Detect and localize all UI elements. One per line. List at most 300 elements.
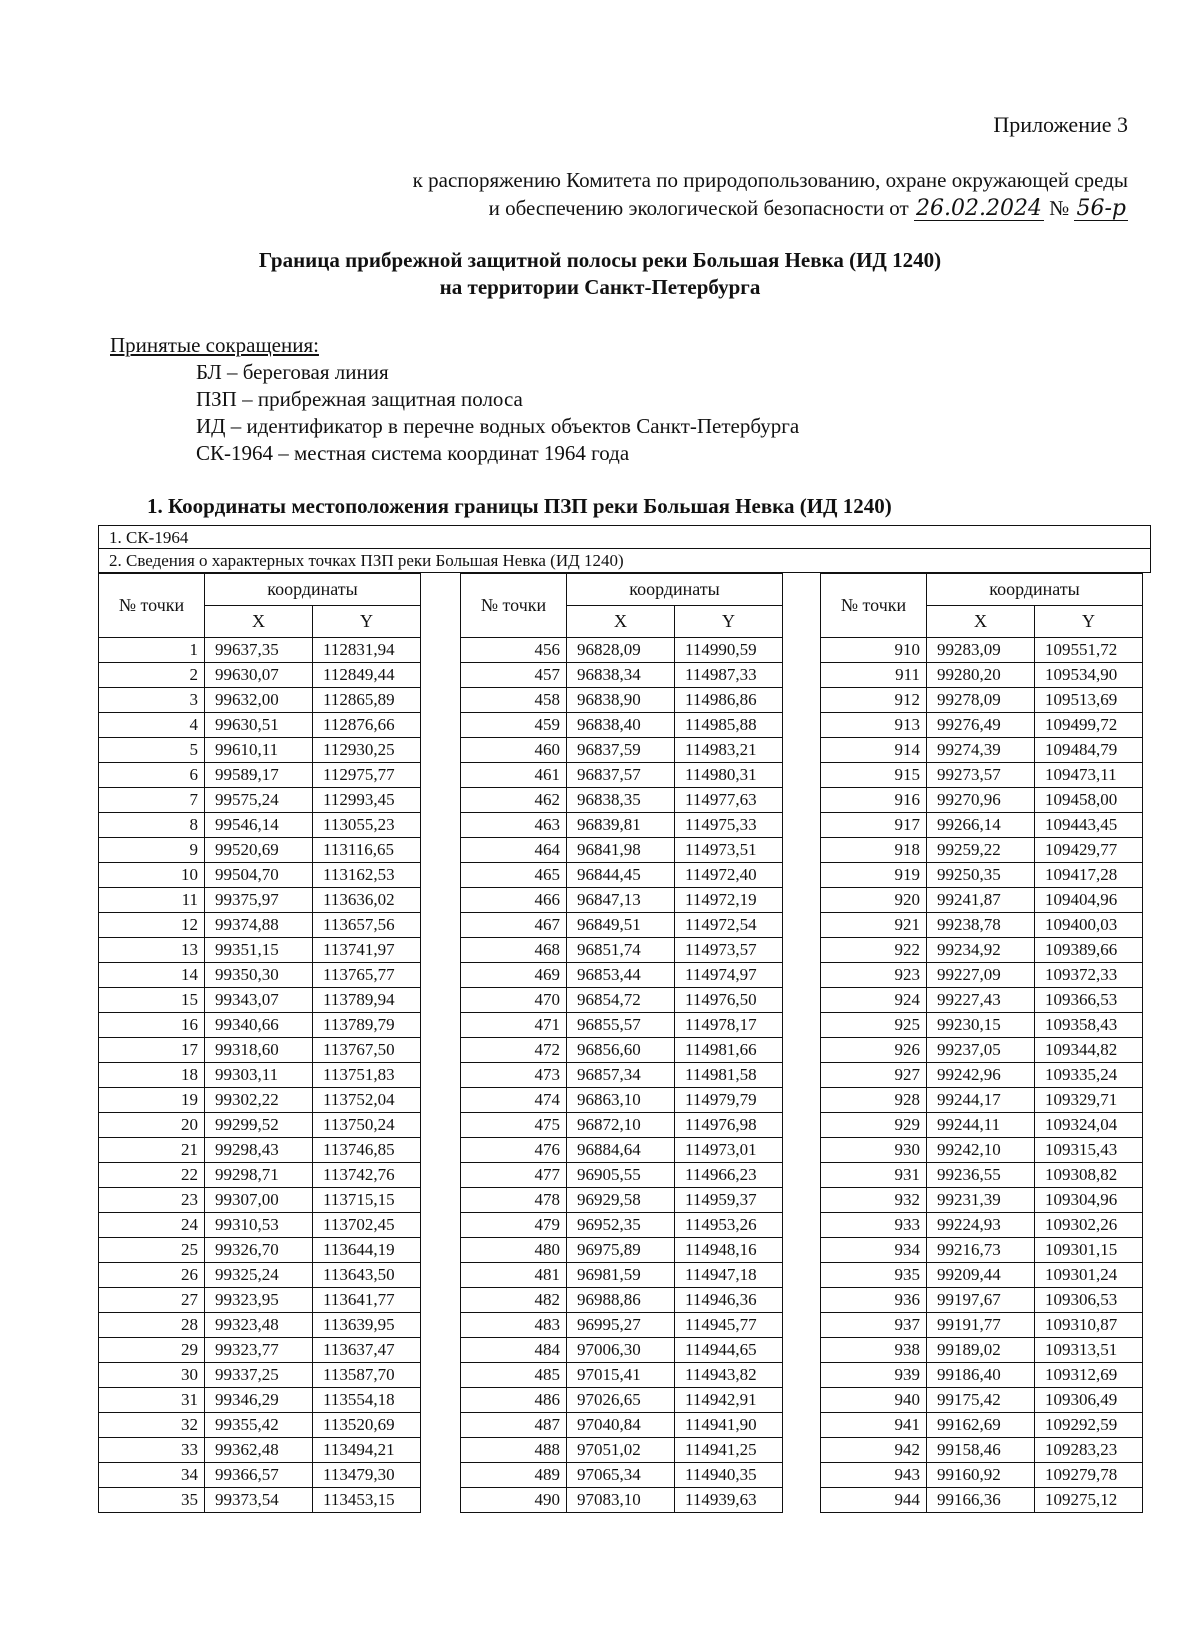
x-coordinate-cell: 96884,64 [567, 1138, 675, 1163]
point-number-cell: 944 [821, 1488, 927, 1513]
table-row [99, 1238, 421, 1263]
point-number-cell: 30 [99, 1363, 205, 1388]
table-row [821, 1113, 1143, 1138]
x-coordinate-cell: 99366,57 [205, 1463, 313, 1488]
table-row [821, 938, 1143, 963]
point-number-cell: 911 [821, 663, 927, 688]
x-coordinate-cell: 99504,70 [205, 863, 313, 888]
table-row [461, 1488, 783, 1513]
table-row [821, 663, 1143, 688]
y-coordinate-cell: 114981,66 [675, 1038, 783, 1063]
y-coordinate-cell: 113702,45 [313, 1213, 421, 1238]
x-coordinate-cell: 99299,52 [205, 1113, 313, 1138]
x-coordinate-cell: 99230,15 [927, 1013, 1035, 1038]
table-row [821, 1238, 1143, 1263]
table-row [99, 938, 421, 963]
y-coordinate-cell: 109389,66 [1035, 938, 1143, 963]
table-row [99, 688, 421, 713]
coordinates-header: координаты [927, 574, 1143, 606]
point-number-cell: 484 [461, 1338, 567, 1363]
y-coordinate-cell: 113750,24 [313, 1113, 421, 1138]
point-number-cell: 930 [821, 1138, 927, 1163]
y-coordinate-cell: 114972,19 [675, 888, 783, 913]
point-number-cell: 24 [99, 1213, 205, 1238]
y-coordinate-cell: 113752,04 [313, 1088, 421, 1113]
point-number-cell: 23 [99, 1188, 205, 1213]
table-row [461, 763, 783, 788]
table-row [821, 1438, 1143, 1463]
table-row [99, 1013, 421, 1038]
table-row [99, 1213, 421, 1238]
y-coordinate-cell: 114972,40 [675, 863, 783, 888]
table-row [99, 1288, 421, 1313]
table-row [821, 813, 1143, 838]
point-number-cell: 473 [461, 1063, 567, 1088]
y-coordinate-cell: 112831,94 [313, 638, 421, 663]
point-number-cell: 920 [821, 888, 927, 913]
abbreviations-heading: Принятые сокращения: [110, 333, 319, 357]
y-coordinate-cell: 114973,01 [675, 1138, 783, 1163]
y-coordinate-cell: 114983,21 [675, 738, 783, 763]
y-coordinate-cell: 113587,70 [313, 1363, 421, 1388]
y-coordinate-cell: 113789,94 [313, 988, 421, 1013]
table-row [461, 1263, 783, 1288]
point-number-cell: 33 [99, 1438, 205, 1463]
table-row [99, 1188, 421, 1213]
x-coordinate-cell: 99307,00 [205, 1188, 313, 1213]
table-row [99, 663, 421, 688]
table-row [461, 1088, 783, 1113]
y-coordinate-cell: 113644,19 [313, 1238, 421, 1263]
y-coordinate-cell: 109513,69 [1035, 688, 1143, 713]
x-coordinate-cell: 99242,96 [927, 1063, 1035, 1088]
point-number-cell: 1 [99, 638, 205, 663]
x-coordinate-cell: 99238,78 [927, 913, 1035, 938]
table-row [821, 688, 1143, 713]
y-coordinate-cell: 109308,82 [1035, 1163, 1143, 1188]
y-coordinate-cell: 113636,02 [313, 888, 421, 913]
x-coordinate-cell: 96837,57 [567, 763, 675, 788]
y-coordinate-cell: 112930,25 [313, 738, 421, 763]
x-coordinate-cell: 96844,45 [567, 863, 675, 888]
point-number-cell: 17 [99, 1038, 205, 1063]
point-number-cell: 472 [461, 1038, 567, 1063]
table-row [821, 838, 1143, 863]
x-coordinate-cell: 99166,36 [927, 1488, 1035, 1513]
x-coordinate-cell: 99175,42 [927, 1388, 1035, 1413]
x-coordinate-cell: 99298,71 [205, 1163, 313, 1188]
table-row [461, 1163, 783, 1188]
table-row [461, 888, 783, 913]
x-coordinate-cell: 99350,30 [205, 963, 313, 988]
y-coordinate-cell: 114945,77 [675, 1313, 783, 1338]
x-coordinate-cell: 96837,59 [567, 738, 675, 763]
table-row [461, 1113, 783, 1138]
x-coordinate-cell: 99323,48 [205, 1313, 313, 1338]
coordinates-header: координаты [205, 574, 421, 606]
y-header: Y [313, 606, 421, 638]
x-coordinate-cell: 99227,43 [927, 988, 1035, 1013]
point-number-cell: 488 [461, 1438, 567, 1463]
point-number-cell: 915 [821, 763, 927, 788]
x-coordinate-cell: 99310,53 [205, 1213, 313, 1238]
point-number-cell: 456 [461, 638, 567, 663]
x-coordinate-cell: 97006,30 [567, 1338, 675, 1363]
point-number-cell: 936 [821, 1288, 927, 1313]
table-info-header [98, 525, 1151, 573]
x-coordinate-cell: 99241,87 [927, 888, 1035, 913]
y-coordinate-cell: 114941,25 [675, 1438, 783, 1463]
table-row [99, 838, 421, 863]
table-row [99, 1463, 421, 1488]
x-coordinate-cell: 99575,24 [205, 788, 313, 813]
y-coordinate-cell: 114939,63 [675, 1488, 783, 1513]
point-number-cell: 29 [99, 1338, 205, 1363]
x-coordinate-cell: 99197,67 [927, 1288, 1035, 1313]
y-coordinate-cell: 109301,15 [1035, 1238, 1143, 1263]
table-row [99, 1163, 421, 1188]
y-coordinate-cell: 109473,11 [1035, 763, 1143, 788]
table-row [99, 1338, 421, 1363]
y-coordinate-cell: 113643,50 [313, 1263, 421, 1288]
table-row [461, 913, 783, 938]
y-coordinate-cell: 109306,49 [1035, 1388, 1143, 1413]
x-coordinate-cell: 96853,44 [567, 963, 675, 988]
y-coordinate-cell: 109443,45 [1035, 813, 1143, 838]
y-coordinate-cell: 113116,65 [313, 838, 421, 863]
x-coordinate-cell: 97026,65 [567, 1388, 675, 1413]
table-row [821, 1038, 1143, 1063]
point-number-cell: 475 [461, 1113, 567, 1138]
y-coordinate-cell: 113767,50 [313, 1038, 421, 1063]
x-coordinate-cell: 99244,11 [927, 1113, 1035, 1138]
x-coordinate-cell: 99346,29 [205, 1388, 313, 1413]
point-number-cell: 490 [461, 1488, 567, 1513]
x-coordinate-cell: 96847,13 [567, 888, 675, 913]
point-number-cell: 8 [99, 813, 205, 838]
point-number-cell: 32 [99, 1413, 205, 1438]
table-row [99, 1088, 421, 1113]
point-number-cell: 12 [99, 913, 205, 938]
point-number-cell: 465 [461, 863, 567, 888]
x-coordinate-cell: 99630,51 [205, 713, 313, 738]
y-coordinate-cell: 114973,51 [675, 838, 783, 863]
point-number-cell: 7 [99, 788, 205, 813]
y-coordinate-cell: 113715,15 [313, 1188, 421, 1213]
x-coordinate-cell: 99242,10 [927, 1138, 1035, 1163]
point-number-cell: 486 [461, 1388, 567, 1413]
table-row [821, 1313, 1143, 1338]
x-coordinate-cell: 99520,69 [205, 838, 313, 863]
x-coordinate-cell: 96849,51 [567, 913, 675, 938]
table-row [99, 863, 421, 888]
x-coordinate-cell: 96929,58 [567, 1188, 675, 1213]
y-coordinate-cell: 109279,78 [1035, 1463, 1143, 1488]
x-coordinate-cell: 99270,96 [927, 788, 1035, 813]
table-row [461, 813, 783, 838]
y-coordinate-cell: 112975,77 [313, 763, 421, 788]
abbreviation-item: ИД – идентификатор в перечне водных объектов Санкт-Петербурга [196, 414, 800, 438]
point-number-cell: 481 [461, 1263, 567, 1288]
table-row [821, 1413, 1143, 1438]
x-coordinate-cell: 99227,09 [927, 963, 1035, 988]
x-coordinate-cell: 97083,10 [567, 1488, 675, 1513]
x-coordinate-cell: 96851,74 [567, 938, 675, 963]
order-number: 56-р [1076, 196, 1126, 221]
y-coordinate-cell: 109400,03 [1035, 913, 1143, 938]
point-number-cell: 924 [821, 988, 927, 1013]
point-number-cell: 459 [461, 713, 567, 738]
y-coordinate-cell: 114977,63 [675, 788, 783, 813]
table-row [821, 1338, 1143, 1363]
table-row [461, 788, 783, 813]
title-line1: Граница прибрежной защитной полосы реки Большая Невка (ИД 1240) [258, 248, 942, 272]
y-coordinate-cell: 114973,57 [675, 938, 783, 963]
number-sign: № [1049, 196, 1070, 220]
x-coordinate-cell: 99323,77 [205, 1338, 313, 1363]
table-row [461, 688, 783, 713]
x-coordinate-cell: 99340,66 [205, 1013, 313, 1038]
y-coordinate-cell: 109310,87 [1035, 1313, 1143, 1338]
x-coordinate-cell: 97015,41 [567, 1363, 675, 1388]
point-number-cell: 28 [99, 1313, 205, 1338]
table-row [821, 913, 1143, 938]
table-row [461, 1313, 783, 1338]
point-number-cell: 15 [99, 988, 205, 1013]
point-number-cell: 27 [99, 1288, 205, 1313]
table-row [99, 763, 421, 788]
table-row [461, 638, 783, 663]
y-coordinate-cell: 114990,59 [675, 638, 783, 663]
y-coordinate-cell: 114943,82 [675, 1363, 783, 1388]
y-coordinate-cell: 114948,16 [675, 1238, 783, 1263]
point-number-cell: 34 [99, 1463, 205, 1488]
point-number-cell: 13 [99, 938, 205, 963]
x-coordinate-cell: 99273,57 [927, 763, 1035, 788]
table-row [821, 1188, 1143, 1213]
x-coordinate-cell: 99276,49 [927, 713, 1035, 738]
x-coordinate-cell: 99610,11 [205, 738, 313, 763]
point-number-cell: 474 [461, 1088, 567, 1113]
y-coordinate-cell: 114980,31 [675, 763, 783, 788]
order-date: 26.02.2024 [915, 196, 1042, 221]
point-number-cell: 478 [461, 1188, 567, 1213]
x-coordinate-cell: 96838,35 [567, 788, 675, 813]
coordinates-column-1 [98, 573, 421, 1513]
y-coordinate-cell: 109551,72 [1035, 638, 1143, 663]
x-coordinate-cell: 99237,05 [927, 1038, 1035, 1063]
table-row [461, 1238, 783, 1263]
table-row [461, 1288, 783, 1313]
point-number-cell: 487 [461, 1413, 567, 1438]
table-row [461, 1463, 783, 1488]
point-number-cell: 931 [821, 1163, 927, 1188]
table-row [461, 713, 783, 738]
title-line2: на территории Санкт-Петербурга [439, 275, 761, 299]
table-row [821, 763, 1143, 788]
y-coordinate-cell: 114981,58 [675, 1063, 783, 1088]
y-coordinate-cell: 109329,71 [1035, 1088, 1143, 1113]
point-number-cell: 26 [99, 1263, 205, 1288]
coordinates-header: координаты [567, 574, 783, 606]
y-coordinate-cell: 109292,59 [1035, 1413, 1143, 1438]
x-coordinate-cell: 99250,35 [927, 863, 1035, 888]
y-header: Y [1035, 606, 1143, 638]
x-coordinate-cell: 99236,55 [927, 1163, 1035, 1188]
table-row [99, 888, 421, 913]
x-coordinate-cell: 96863,10 [567, 1088, 675, 1113]
y-coordinate-cell: 109312,69 [1035, 1363, 1143, 1388]
y-coordinate-cell: 109344,82 [1035, 1038, 1143, 1063]
table-row [99, 988, 421, 1013]
order-reference-line2 [489, 196, 1128, 221]
point-number-cell: 927 [821, 1063, 927, 1088]
x-coordinate-cell: 99355,42 [205, 1413, 313, 1438]
y-coordinate-cell: 113162,53 [313, 863, 421, 888]
x-coordinate-cell: 99216,73 [927, 1238, 1035, 1263]
point-number-cell: 939 [821, 1363, 927, 1388]
y-coordinate-cell: 109458,00 [1035, 788, 1143, 813]
table-row [99, 1438, 421, 1463]
x-coordinate-cell: 97040,84 [567, 1413, 675, 1438]
y-coordinate-cell: 112993,45 [313, 788, 421, 813]
table-row [461, 938, 783, 963]
x-coordinate-cell: 96856,60 [567, 1038, 675, 1063]
y-coordinate-cell: 114953,26 [675, 1213, 783, 1238]
section-title: 1. Координаты местоположения границы ПЗП реки Большая Невка (ИД 1240) [147, 494, 892, 518]
table-row [821, 1363, 1143, 1388]
point-number-cell: 6 [99, 763, 205, 788]
point-number-cell: 937 [821, 1313, 927, 1338]
y-coordinate-cell: 109306,53 [1035, 1288, 1143, 1313]
point-number-cell: 942 [821, 1438, 927, 1463]
order-reference-line1: к распоряжению Комитета по природопользованию, охране окружающей среды [412, 168, 1128, 192]
table-row [821, 713, 1143, 738]
y-coordinate-cell: 114966,23 [675, 1163, 783, 1188]
document-title [0, 247, 1200, 301]
point-number-cell: 923 [821, 963, 927, 988]
table-row [461, 1363, 783, 1388]
coordinates-column-2 [460, 573, 783, 1513]
table-row [821, 1013, 1143, 1038]
point-number-cell: 943 [821, 1463, 927, 1488]
x-coordinate-cell: 99374,88 [205, 913, 313, 938]
table-row [99, 813, 421, 838]
y-coordinate-cell: 113789,79 [313, 1013, 421, 1038]
point-number-cell: 469 [461, 963, 567, 988]
point-number-cell: 2 [99, 663, 205, 688]
point-number-header: № точки [99, 574, 205, 638]
y-coordinate-cell: 109313,51 [1035, 1338, 1143, 1363]
point-number-cell: 20 [99, 1113, 205, 1138]
y-coordinate-cell: 109404,96 [1035, 888, 1143, 913]
y-coordinate-cell: 113637,47 [313, 1338, 421, 1363]
x-header: X [205, 606, 313, 638]
y-coordinate-cell: 109534,90 [1035, 663, 1143, 688]
y-coordinate-cell: 114975,33 [675, 813, 783, 838]
x-coordinate-cell: 99326,70 [205, 1238, 313, 1263]
point-number-cell: 461 [461, 763, 567, 788]
table-row [461, 1138, 783, 1163]
x-coordinate-cell: 99362,48 [205, 1438, 313, 1463]
table-row [461, 1063, 783, 1088]
y-coordinate-cell: 113742,76 [313, 1163, 421, 1188]
x-coordinate-cell: 99337,25 [205, 1363, 313, 1388]
point-number-cell: 458 [461, 688, 567, 713]
x-header: X [927, 606, 1035, 638]
x-coordinate-cell: 96872,10 [567, 1113, 675, 1138]
x-coordinate-cell: 99318,60 [205, 1038, 313, 1063]
point-number-cell: 16 [99, 1013, 205, 1038]
y-coordinate-cell: 109417,28 [1035, 863, 1143, 888]
x-coordinate-cell: 96838,40 [567, 713, 675, 738]
point-number-cell: 916 [821, 788, 927, 813]
x-coordinate-cell: 96975,89 [567, 1238, 675, 1263]
table-row [821, 788, 1143, 813]
point-number-cell: 476 [461, 1138, 567, 1163]
table-row [461, 1338, 783, 1363]
point-number-cell: 35 [99, 1488, 205, 1513]
x-coordinate-cell: 99630,07 [205, 663, 313, 688]
point-number-cell: 941 [821, 1413, 927, 1438]
table-row [821, 1213, 1143, 1238]
table-row [461, 1413, 783, 1438]
table-row [821, 1138, 1143, 1163]
table-row [461, 1213, 783, 1238]
y-coordinate-cell: 109499,72 [1035, 713, 1143, 738]
y-coordinate-cell: 113554,18 [313, 1388, 421, 1413]
x-coordinate-cell: 96841,98 [567, 838, 675, 863]
order-line2-prefix: и обеспечению экологической безопасности от [488, 196, 909, 220]
point-number-cell: 938 [821, 1338, 927, 1363]
x-coordinate-cell: 96995,27 [567, 1313, 675, 1338]
y-coordinate-cell: 109301,24 [1035, 1263, 1143, 1288]
x-coordinate-cell: 96838,34 [567, 663, 675, 688]
y-coordinate-cell: 109358,43 [1035, 1013, 1143, 1038]
x-coordinate-cell: 96905,55 [567, 1163, 675, 1188]
x-coordinate-cell: 96828,09 [567, 638, 675, 663]
x-coordinate-cell: 99209,44 [927, 1263, 1035, 1288]
point-number-cell: 460 [461, 738, 567, 763]
table-row [821, 1488, 1143, 1513]
y-coordinate-cell: 109315,43 [1035, 1138, 1143, 1163]
point-number-cell: 483 [461, 1313, 567, 1338]
table-row [99, 1138, 421, 1163]
table-row [461, 988, 783, 1013]
table-row [99, 713, 421, 738]
table-row [99, 1113, 421, 1138]
point-number-cell: 918 [821, 838, 927, 863]
point-number-cell: 466 [461, 888, 567, 913]
point-number-cell: 468 [461, 938, 567, 963]
point-number-cell: 940 [821, 1388, 927, 1413]
x-coordinate-cell: 99351,15 [205, 938, 313, 963]
x-coordinate-cell: 97051,02 [567, 1438, 675, 1463]
point-number-cell: 463 [461, 813, 567, 838]
point-number-cell: 910 [821, 638, 927, 663]
y-coordinate-cell: 114959,37 [675, 1188, 783, 1213]
y-coordinate-cell: 114974,97 [675, 963, 783, 988]
x-coordinate-cell: 99280,20 [927, 663, 1035, 688]
point-number-cell: 929 [821, 1113, 927, 1138]
table-row [461, 1038, 783, 1063]
y-coordinate-cell: 114972,54 [675, 913, 783, 938]
x-coordinate-cell: 99375,97 [205, 888, 313, 913]
table-row [461, 1013, 783, 1038]
table-row [821, 963, 1143, 988]
x-coordinate-cell: 99589,17 [205, 763, 313, 788]
x-coordinate-cell: 96855,57 [567, 1013, 675, 1038]
